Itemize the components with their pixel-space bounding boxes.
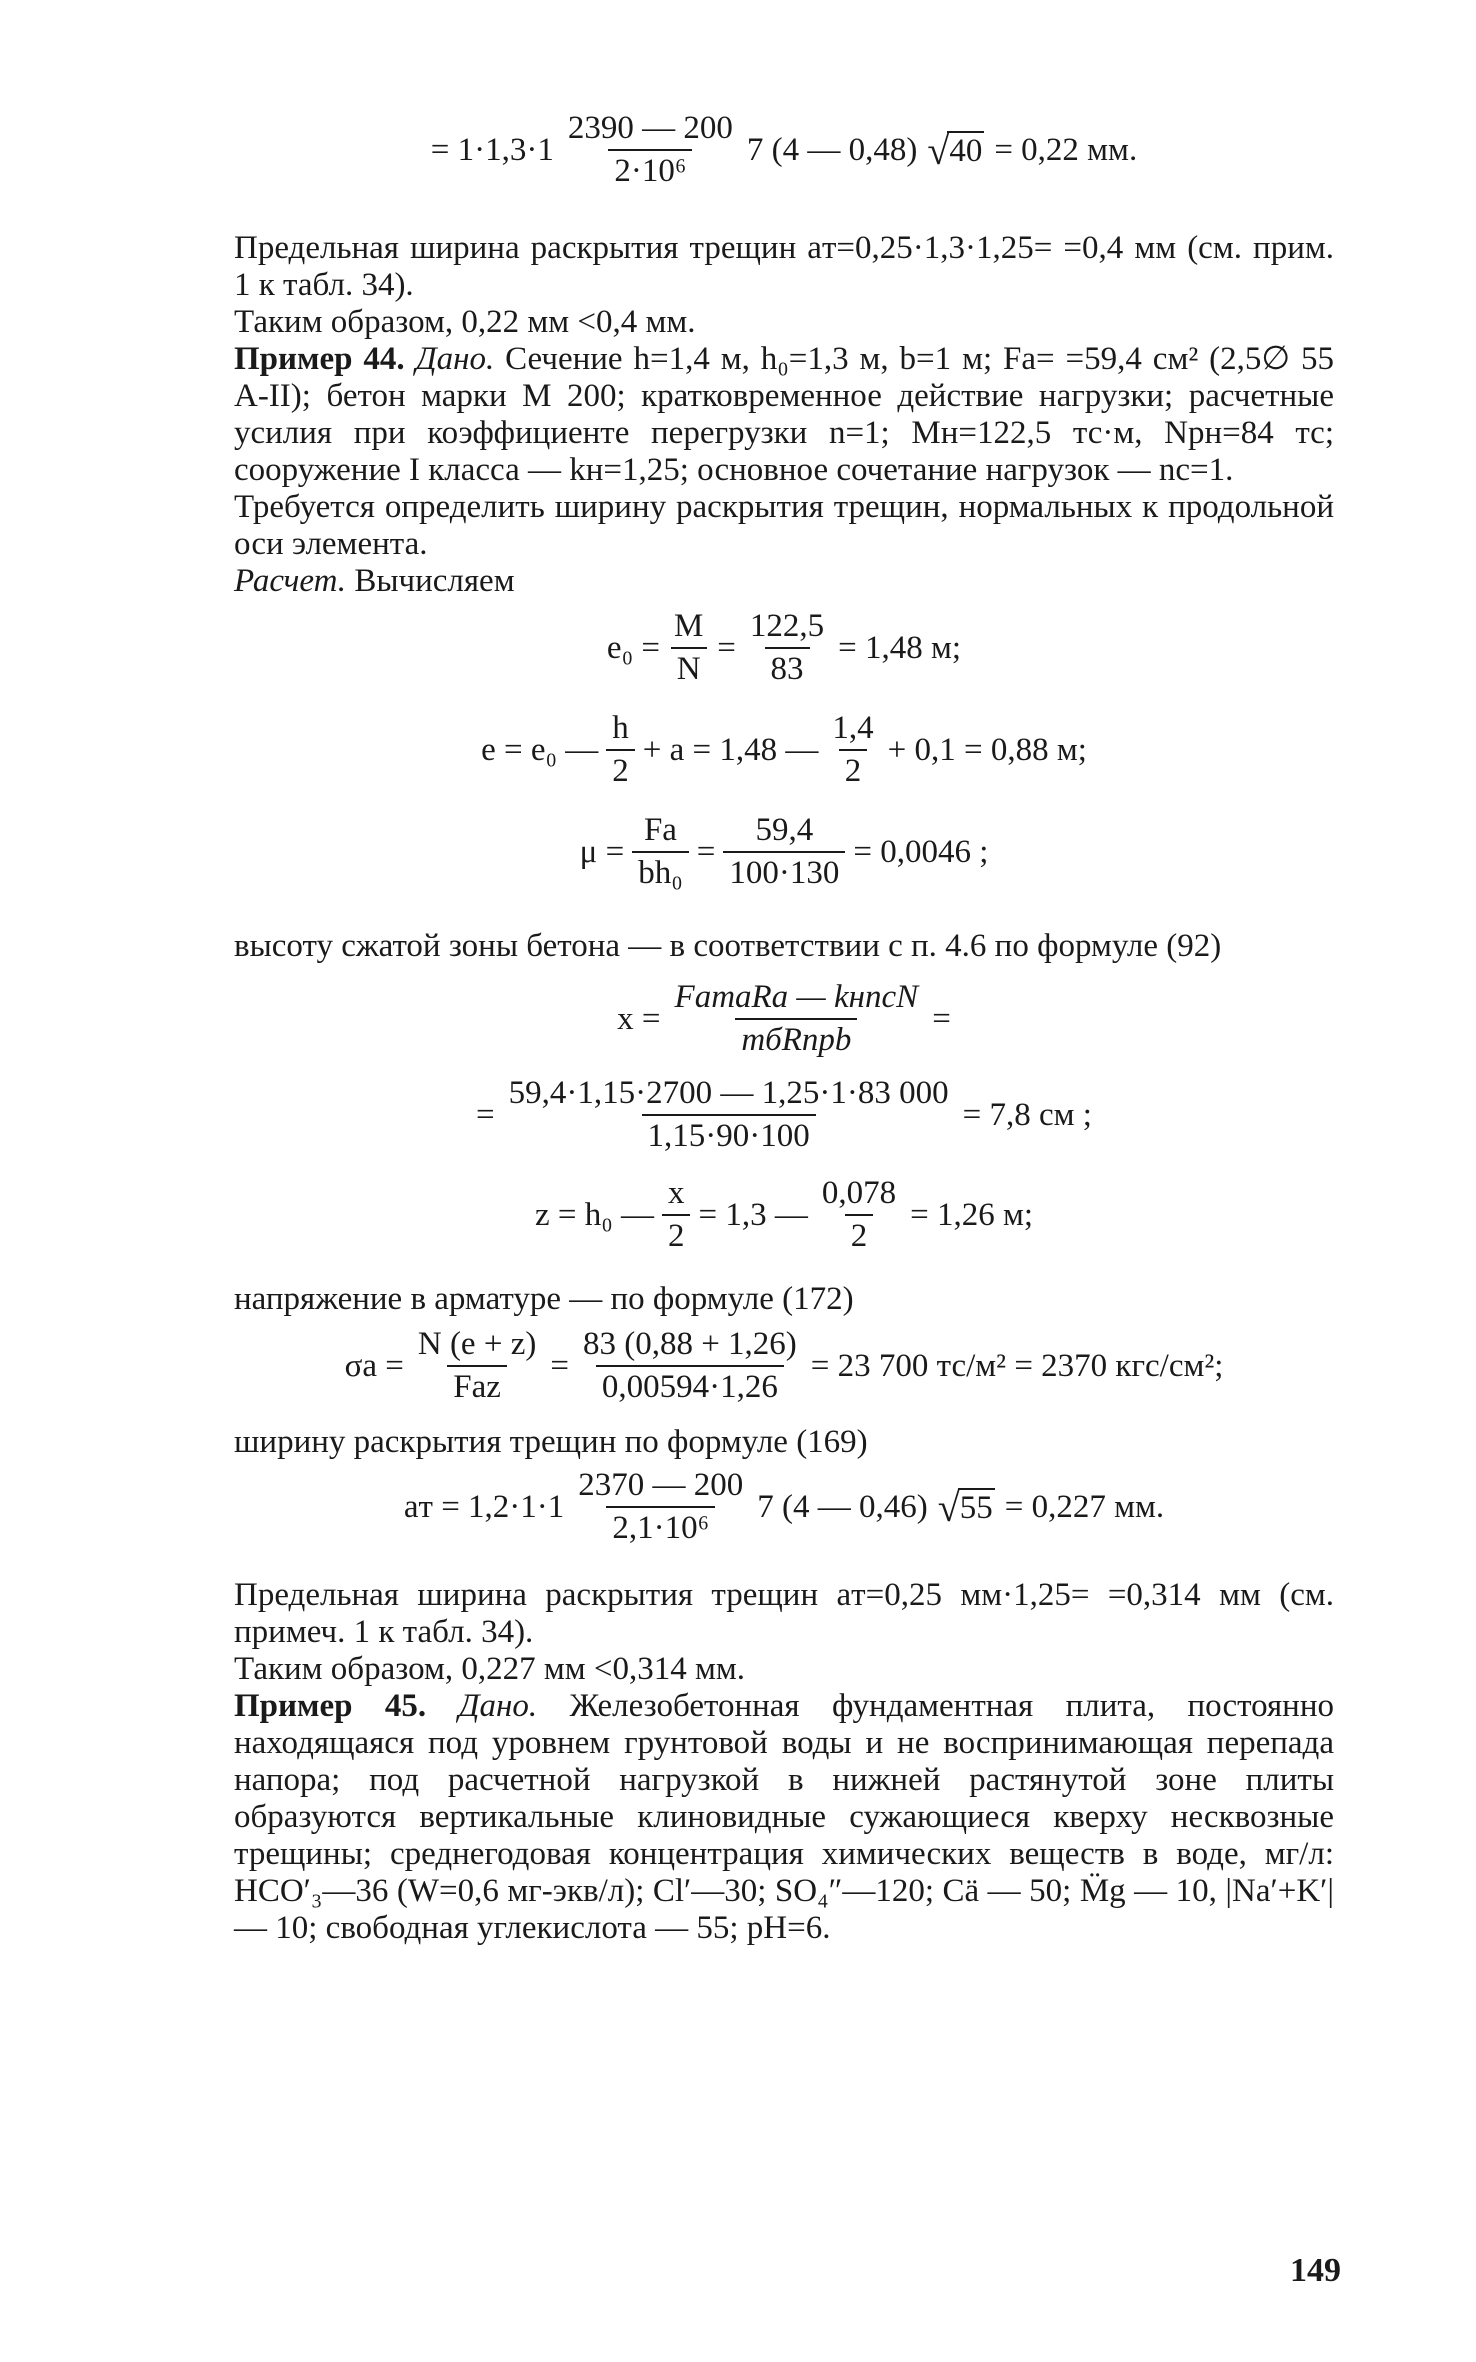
denominator: Fаz <box>447 1365 507 1406</box>
paragraph-text: Вычисляем <box>354 563 515 599</box>
formula-sigma <box>234 1326 1334 1406</box>
paragraph <box>234 1688 1334 1947</box>
formula-result: + 0,1 = 0,88 м; <box>887 731 1087 768</box>
paragraph: высоту сжатой зоны бетона — в соответствии с п. 4.6 по формуле (92) <box>234 928 1222 964</box>
fraction <box>669 979 925 1059</box>
formula-result: = 1,26 м; <box>910 1196 1034 1233</box>
formula-rest: 7 (4 — 0,46) <box>757 1488 928 1525</box>
paragraph: Требуется определить ширину раскрытия трещин, нормальных к продольной оси элемента. <box>234 489 1334 562</box>
denominator: 2 <box>662 1214 691 1255</box>
formula-lhs: μ = <box>579 833 625 870</box>
paragraph: Предельная ширина раскрытия трещин aт=0,25 мм·1,25= =0,314 мм (см. примеч. 1 к табл. 34). <box>234 1577 1334 1650</box>
formula-mid: + a = 1,48 — <box>642 731 819 768</box>
formula-lhs: e = e₀ — <box>481 731 599 768</box>
formula-x-values <box>234 1075 1334 1155</box>
fraction <box>744 608 830 688</box>
numerator: 59,4·1,15·2700 — 1,25·1·83 000 <box>508 1075 949 1111</box>
formula-z <box>234 1175 1334 1255</box>
formula-result: = 23 700 тс/м² = 2370 кгс/см²; <box>810 1347 1224 1384</box>
numerator: 59,4 <box>755 812 814 848</box>
radicand: 40 <box>949 132 983 169</box>
numerator: 0,078 <box>821 1175 897 1211</box>
formula-lhs: σа = <box>344 1347 404 1384</box>
fraction <box>572 1467 749 1547</box>
numerator: FаmаRа — kнnсN <box>674 979 919 1015</box>
formula-rest: 7 (4 — 0,48) <box>746 131 918 168</box>
denominator: 0,00594·1,26 <box>596 1365 784 1406</box>
fraction <box>826 710 879 790</box>
formula-x <box>234 979 1334 1059</box>
numerator: 2390 — 200 <box>567 110 733 146</box>
paragraph-text: Железобетонная фундаментная плита, постоянно находящаяся под уровнем грунтовой воды и не воспринимающая перепада напора; под расчетной нагрузкой в нижней растянутой зоне плиты образуются вертикальные клиновидные сужающиеся кверху несквозные трещины; среднегодовая концентрация химических веществ в воде, мг/л: HCO′₃—36 (W=0,6 мг-экв/л); Cl′—30; SO₄″—120; Cä — 50; M̈g — 10, |Na′+K′| — 10; свободная углекислота — 55; pH=6. <box>234 1688 1335 1946</box>
paragraph-text: Сечение h=1,4 м, h₀=1,3 м, b=1 м; Fа= =59,4 см² (2,5∅ 55 А-II); бетон марки М 200; кратковременное действие нагрузки; расчетные усилия при коэффициенте перегрузки n=1; Mн=122,5 тс·м, Nрн=84 тс; сооружение I класса — kн=1,25; основное сочетание нагрузок — nс=1. <box>234 341 1335 488</box>
formula-result: = 0,22 мм. <box>994 131 1138 168</box>
formula-result: = <box>932 1000 951 1037</box>
formula-result: = 0,0046 ; <box>853 833 989 870</box>
numerator: N (e + z) <box>417 1326 537 1362</box>
formula-top <box>234 110 1334 190</box>
paragraph: Таким образом, 0,22 мм <0,4 мм. <box>234 304 696 340</box>
numerator: M <box>673 608 704 644</box>
formula-e <box>234 710 1334 790</box>
numerator: h <box>612 710 629 746</box>
fraction <box>562 110 739 190</box>
page-body <box>234 110 1334 1947</box>
denominator: N <box>671 647 707 688</box>
formula-mid: = <box>550 1347 569 1384</box>
formula-lhs: x = <box>617 1000 661 1037</box>
formula-lhs: e₀ = <box>606 629 660 666</box>
fraction <box>662 1175 691 1255</box>
fraction <box>577 1326 803 1406</box>
denominator: mбRпрb <box>735 1018 857 1059</box>
paragraph: напряжение в арматуре — по формуле (172) <box>234 1281 854 1317</box>
paragraph: ширину раскрытия трещин по формуле (169) <box>234 1424 868 1460</box>
formula-at <box>234 1467 1334 1547</box>
fraction <box>632 812 689 892</box>
calc-label: Расчет. <box>234 563 347 599</box>
denominator: 83 <box>765 647 810 688</box>
numerator: 83 (0,88 + 1,26) <box>582 1326 797 1362</box>
formula-result: = 7,8 см ; <box>962 1096 1092 1133</box>
sqrt-icon: √ <box>927 1484 960 1530</box>
fraction <box>412 1326 542 1406</box>
formula-lhs: z = h₀ — <box>534 1196 654 1233</box>
formula-mid: = <box>717 629 736 666</box>
formula-mid: = <box>696 833 716 870</box>
numerator: 1,4 <box>832 710 874 746</box>
numerator: x <box>667 1175 685 1211</box>
denominator: 2 <box>845 1214 874 1255</box>
denominator: 2 <box>839 749 868 790</box>
page-number: 149 <box>1290 2252 1341 2289</box>
fraction <box>723 812 845 892</box>
radicand: 55 <box>959 1489 993 1526</box>
sqrt-icon: √ <box>917 127 950 173</box>
denominator: 1,15·90·100 <box>642 1114 816 1155</box>
numerator: Fа <box>643 812 677 848</box>
formula-result: = 0,227 мм. <box>1004 1488 1165 1525</box>
paragraph <box>234 341 1334 489</box>
formula-lhs: = <box>476 1096 495 1133</box>
example-heading: Пример 44. <box>234 341 405 377</box>
paragraph: Предельная ширина раскрытия трещин aт=0,25·1,3·1,25= =0,4 мм (см. прим. 1 к табл. 34). <box>234 230 1334 303</box>
formula-e0 <box>234 608 1334 688</box>
denominator: 2,1·10⁶ <box>606 1506 715 1547</box>
denominator: 100·130 <box>723 851 845 892</box>
fraction <box>668 608 709 688</box>
paragraph: Таким образом, 0,227 мм <0,314 мм. <box>234 1651 745 1687</box>
fraction <box>503 1075 955 1155</box>
given-label: Дано. <box>458 1688 538 1724</box>
numerator: 122,5 <box>749 608 825 644</box>
denominator: bh₀ <box>632 851 689 892</box>
example-heading: Пример 45. <box>234 1688 427 1724</box>
fraction <box>816 1175 902 1255</box>
formula-lhs: = 1·1,3·1 <box>430 131 554 168</box>
fraction <box>606 710 635 790</box>
paragraph <box>234 563 1334 600</box>
given-label: Дано. <box>415 341 495 377</box>
denominator: 2·10⁶ <box>608 149 692 190</box>
formula-result: = 1,48 м; <box>838 629 962 666</box>
denominator: 2 <box>606 749 635 790</box>
formula-lhs: aт = 1,2·1·1 <box>403 1488 565 1525</box>
numerator: 2370 — 200 <box>578 1467 744 1503</box>
formula-mu <box>234 812 1334 892</box>
formula-mid: = 1,3 — <box>698 1196 808 1233</box>
